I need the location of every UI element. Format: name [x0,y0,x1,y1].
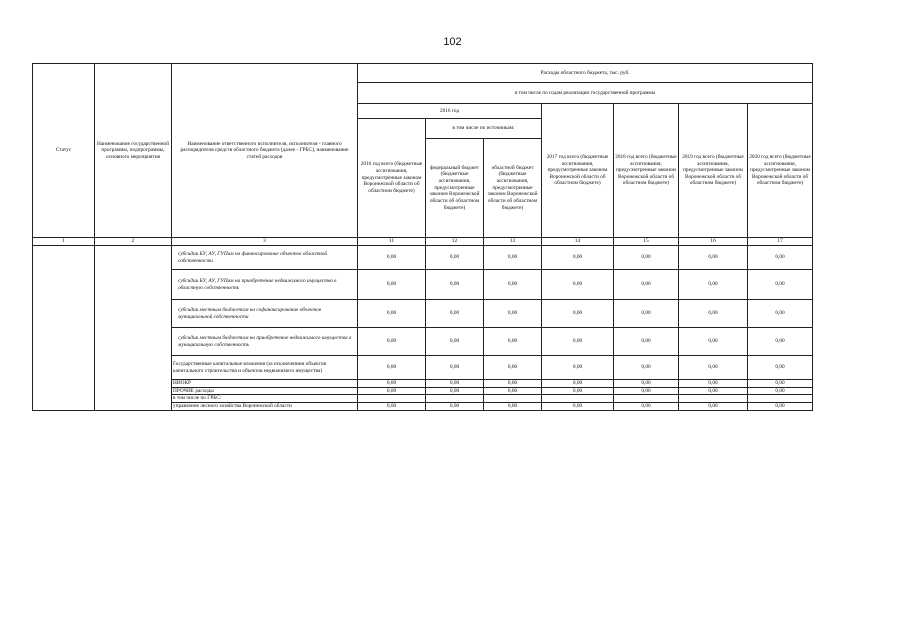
value-cell: 0,00 [614,387,679,395]
colnum-1: 1 [33,238,95,246]
value-cell: 0,00 [679,380,748,388]
header-executor: Наименование ответственного исполнителя, исполнителя - главного распорядителя средств областного бюджета (далее - ГРБС), наименование статей расходов [172,64,358,238]
header-2016-total: 2016 год всего (бюджетные ассигнования, предусмотренные законом Воронежской области об областном бюджете) [358,119,426,238]
value-cell [614,395,679,403]
value-cell [679,395,748,403]
colnum-14: 14 [542,238,614,246]
value-cell [542,395,614,403]
value-cell: 0,00 [748,387,813,395]
value-cell: 0,00 [358,402,426,410]
value-cell: 0,00 [748,380,813,388]
header-including-sources: в том числе по источникам: [426,119,542,139]
value-cell: 0,00 [614,402,679,410]
value-cell: 0,00 [748,300,813,328]
header-2020: 2020 год всего (бюджетные ассигнования, предусмотренные законом Воронежской области об областном бюджете) [748,104,813,238]
header-program-name: Наименование государственной программы, подпрограммы, основного мероприятия [95,64,172,238]
colnum-3: 3 [172,238,358,246]
header-expenses-title: Расходы областного бюджета, тыс. руб. [358,64,813,83]
value-cell: 0,00 [748,246,813,270]
value-cell: 0,00 [679,300,748,328]
value-cell: 0,00 [484,380,542,388]
row-label: субсидии БУ, АУ, ГУПам на финансирование объектов областной собственности [172,246,358,270]
value-cell: 0,00 [426,270,484,300]
value-cell: 0,00 [484,328,542,356]
colnum-12: 12 [426,238,484,246]
header-regional: областной бюджет (бюджетные ассигнования, предусмотренные законом Воронежской области об областном бюджете) [484,139,542,238]
value-cell: 0,00 [679,328,748,356]
value-cell: 0,00 [426,402,484,410]
value-cell: 0,00 [542,270,614,300]
value-cell: 0,00 [358,300,426,328]
value-cell: 0,00 [542,380,614,388]
colnum-2: 2 [95,238,172,246]
value-cell: 0,00 [614,300,679,328]
value-cell: 0,00 [614,246,679,270]
value-cell: 0,00 [748,356,813,380]
value-cell: 0,00 [484,246,542,270]
value-cell: 0,00 [484,402,542,410]
value-cell [358,395,426,403]
value-cell: 0,00 [679,270,748,300]
program-cell [95,246,172,411]
value-cell: 0,00 [484,300,542,328]
value-cell: 0,00 [358,356,426,380]
value-cell: 0,00 [358,246,426,270]
value-cell: 0,00 [358,387,426,395]
value-cell: 0,00 [426,328,484,356]
header-federal: федеральный бюджет (бюджетные ассигнования, предусмотренные законом Воронежской области об областном бюджете) [426,139,484,238]
value-cell [426,395,484,403]
colnum-16: 16 [679,238,748,246]
table-row [33,246,813,270]
header-status: Статус [33,64,95,238]
row-label: субсидии БУ, АУ, ГУПам на приобретение недвижимого имущества в областную собственность [172,270,358,300]
header-2018: 2018 год всего (бюджетные ассигнования, предусмотренные законом Воронежской области об областном бюджете) [614,104,679,238]
row-label: в том числе по ГРБС: [172,395,358,403]
value-cell: 0,00 [542,387,614,395]
value-cell: 0,00 [542,300,614,328]
value-cell: 0,00 [542,328,614,356]
value-cell: 0,00 [426,380,484,388]
page-number: 102 [443,36,462,48]
value-cell: 0,00 [679,356,748,380]
value-cell: 0,00 [426,300,484,328]
value-cell: 0,00 [679,387,748,395]
colnum-17: 17 [748,238,813,246]
row-label: ПРОЧИЕ расходы [172,387,358,395]
colnum-13: 13 [484,238,542,246]
value-cell: 0,00 [614,328,679,356]
value-cell: 0,00 [748,402,813,410]
value-cell [748,395,813,403]
value-cell [484,395,542,403]
value-cell: 0,00 [426,387,484,395]
row-label: Государственные капитальные вложения (за исключением объектов капитального строительства и объектов недвижимого имущества) [172,356,358,380]
row-label: НИОКР [172,380,358,388]
value-cell: 0,00 [484,387,542,395]
value-cell: 0,00 [614,270,679,300]
budget-table [32,63,813,411]
value-cell: 0,00 [484,356,542,380]
value-cell: 0,00 [542,356,614,380]
value-cell: 0,00 [542,246,614,270]
value-cell: 0,00 [614,380,679,388]
value-cell: 0,00 [358,380,426,388]
value-cell: 0,00 [426,356,484,380]
value-cell: 0,00 [358,270,426,300]
header-2017: 2017 год всего (бюджетные ассигнования, предусмотренные законом Воронежской области об областном бюджете) [542,104,614,238]
row-label: управление лесного хозяйства Воронежской области [172,402,358,410]
value-cell: 0,00 [542,402,614,410]
header-by-years: в том числе по годам реализации государственной программы [358,83,813,104]
value-cell: 0,00 [484,270,542,300]
value-cell: 0,00 [614,356,679,380]
row-label: субсидии местным бюджетам на приобретение недвижимого имущества в муниципальную собственность [172,328,358,356]
header-2019: 2019 год всего (бюджетные ассигнования, предусмотренные законом Воронежской области об областном бюджете) [679,104,748,238]
value-cell: 0,00 [748,328,813,356]
colnum-11: 11 [358,238,426,246]
value-cell: 0,00 [679,402,748,410]
row-label: субсидии местным бюджетам на софинансирование объектов муниципальной собственности [172,300,358,328]
value-cell: 0,00 [748,270,813,300]
value-cell: 0,00 [426,246,484,270]
colnum-15: 15 [614,238,679,246]
status-cell [33,246,95,411]
value-cell: 0,00 [679,246,748,270]
header-year-2016: 2016 год [358,104,542,119]
value-cell: 0,00 [358,328,426,356]
